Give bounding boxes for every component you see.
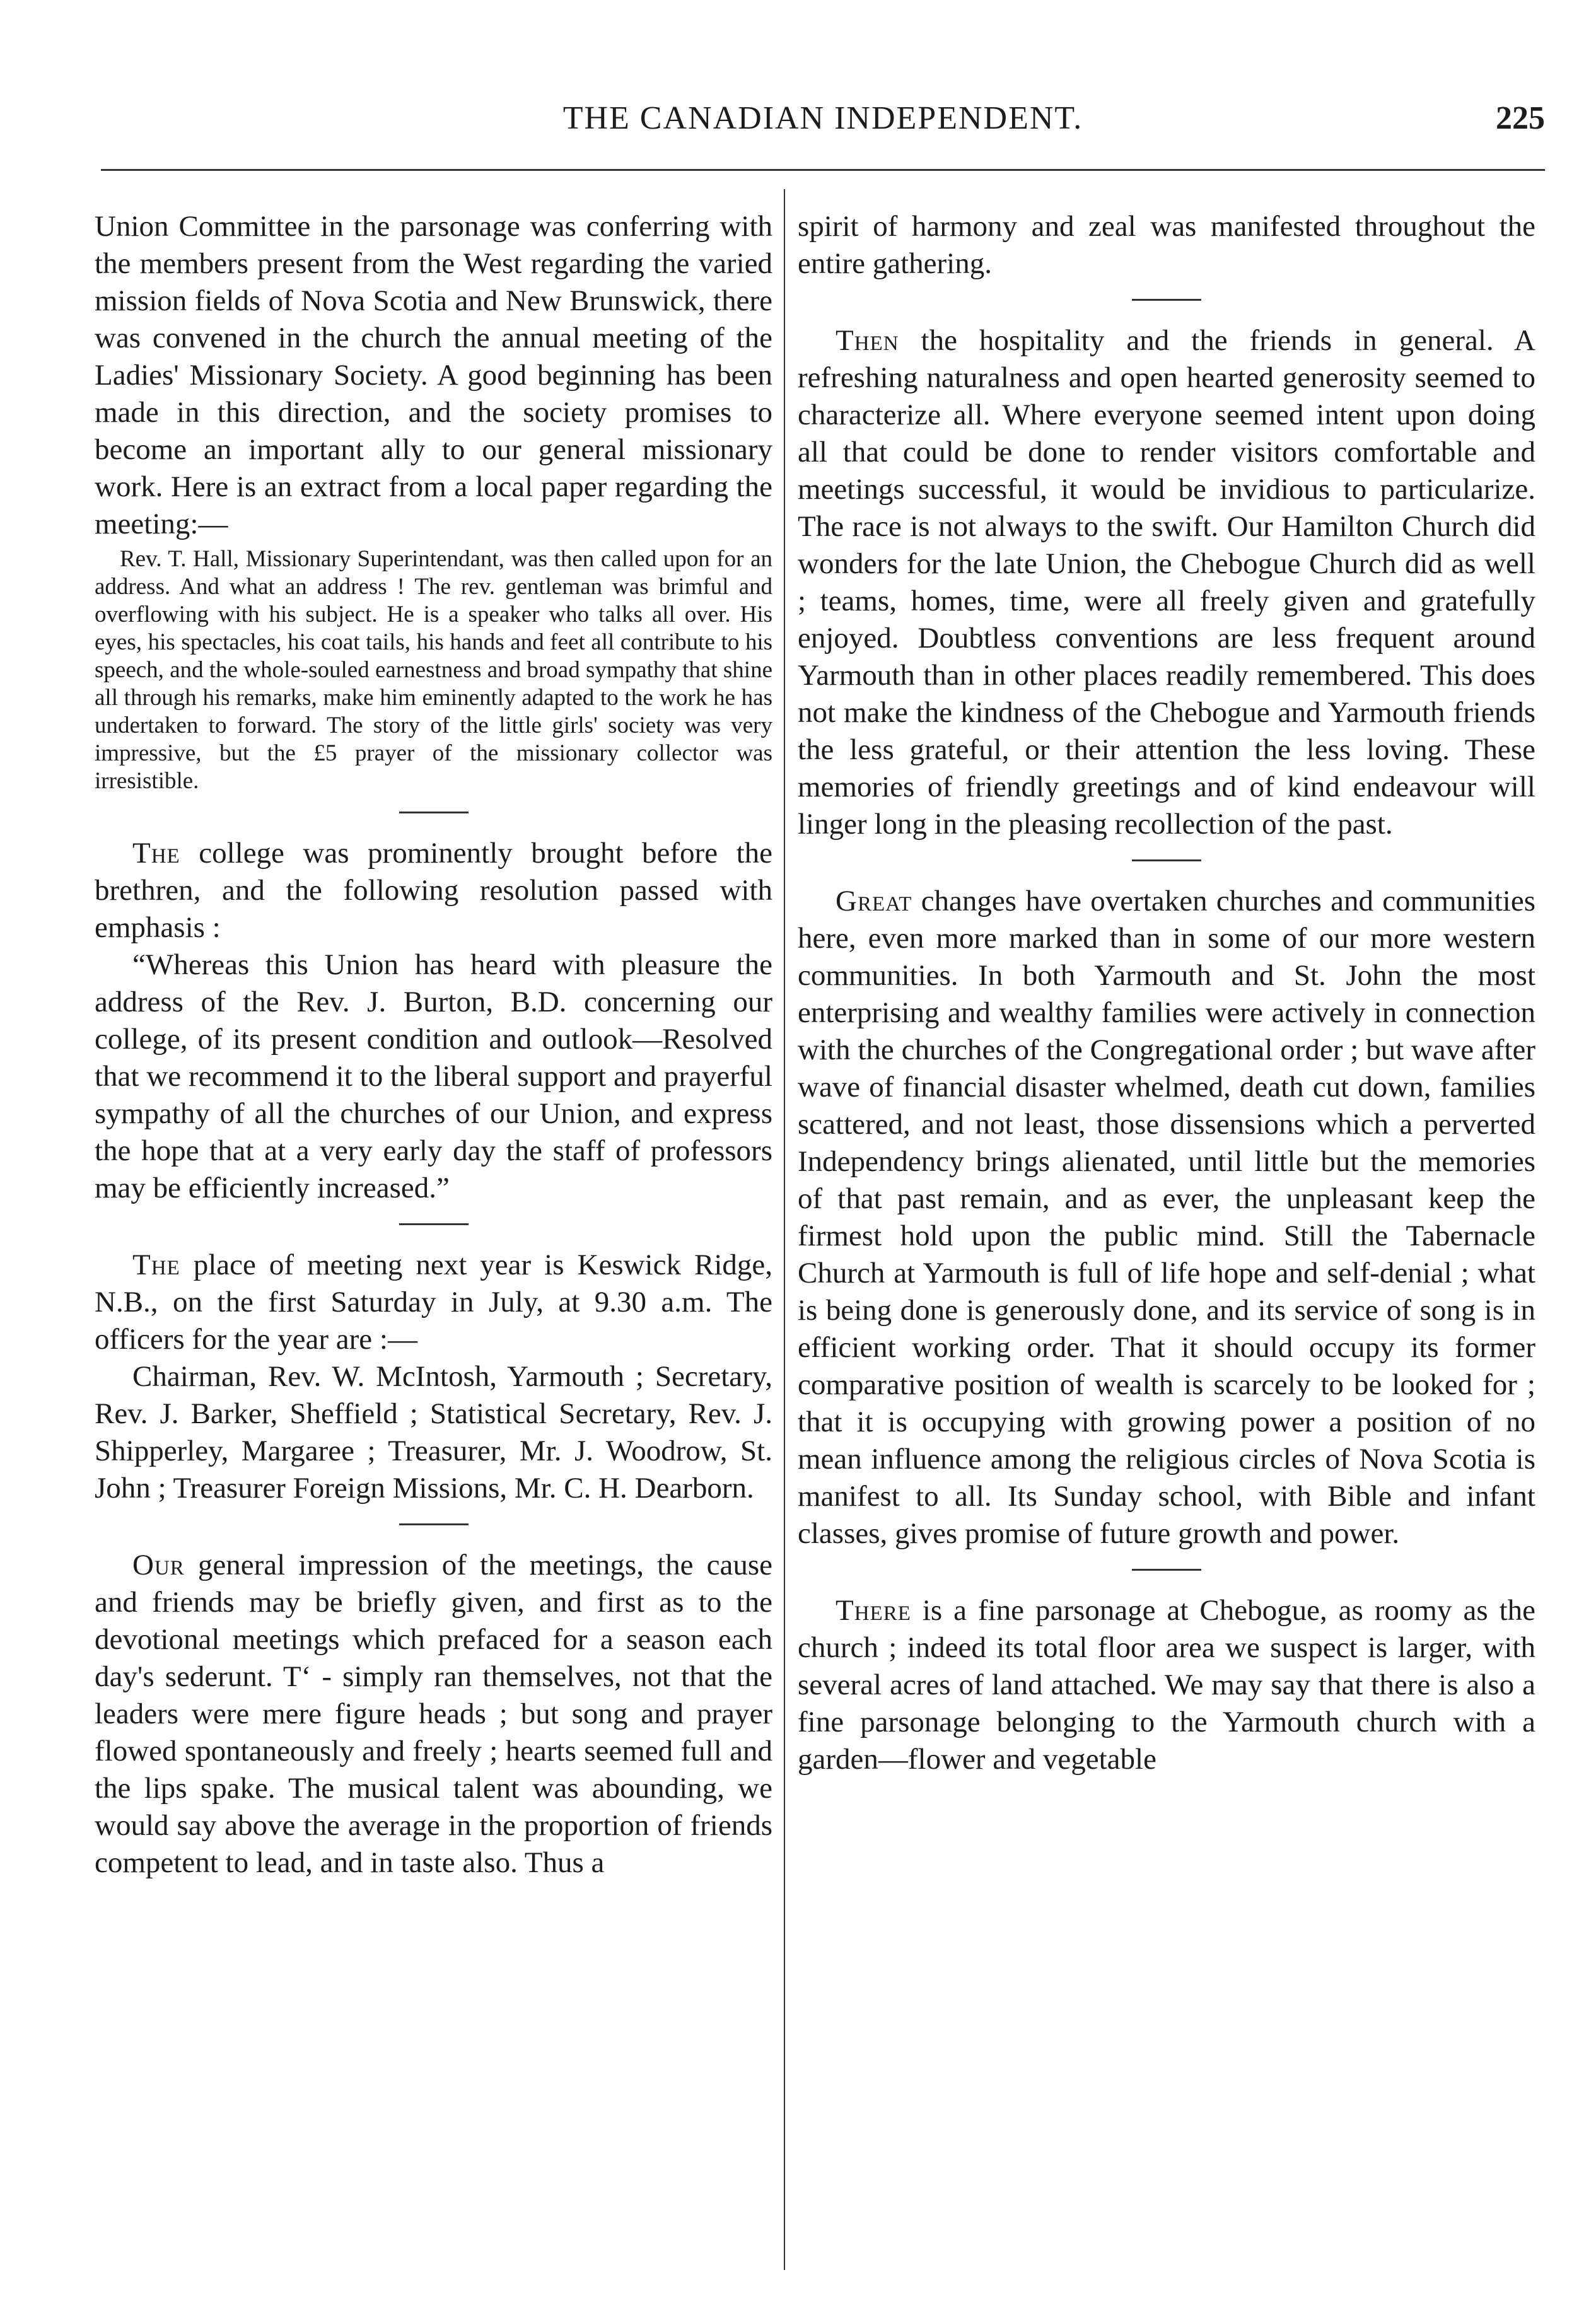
paragraph-text: college was prominently brought before the brethren, and the following resolution passed with emphasis : — [95, 837, 772, 944]
lead-word: The — [132, 1249, 180, 1281]
lead-word: The — [132, 837, 180, 870]
lead-word: There — [836, 1594, 911, 1627]
paragraph-text: is a fine parsonage at Chebogue, as roomy as the church ; indeed its total floor area we suspect is larger, with several acres of land attached. We may say that there is also a fine parsonage belonging to the Yarmouth church with a garden—flower and vegetable — [798, 1594, 1535, 1776]
left-column — [95, 208, 772, 1882]
right-paragraph-1: spirit of harmony and zeal was manifested throughout the entire gathering. — [798, 210, 1535, 280]
section-dash — [1132, 1569, 1201, 1571]
page-number: 225 — [1496, 100, 1545, 136]
section-dash — [399, 1523, 469, 1525]
lead-word: Then — [836, 324, 899, 357]
section-dash — [399, 812, 469, 813]
right-paragraph-parsonage — [798, 1592, 1535, 1778]
section-dash — [399, 1223, 469, 1225]
resolution-text: “Whereas this Union has heard with pleasure the address of the Rev. J. Burton, B.D. concerning our college, of its present condition and outlook—Resolved that we recommend it to the liberal support and prayerful sympathy of all the churches of our Union, and express the hope that at a very early day the staff of professors may be efficiently increased.” — [95, 948, 772, 1204]
lead-word: Great — [836, 885, 912, 917]
right-paragraph-hospitality — [798, 322, 1535, 843]
left-paragraph-1: Union Committee in the parsonage was conferring with the members present from the West regarding the varied mission fields of Nova Scotia and New Brunswick, there was convened in the church the annual meeting of the Ladies' Missionary Society. A good beginning has been made in this direction, and the society promises to become an important ally to our general missionary work. Here is an extract from a local paper regarding the meeting:— — [95, 210, 772, 540]
paragraph-text: the hospitality and the friends in general. A refreshing naturalness and open hearted generosity seemed to characterize all. Where everyone seemed intent upon doing all that could be done to render visitors comfortable and meetings successful, it would be invidious to particularize. The race is not always to the swift. Our Hamilton Church did wonders for the late Union, the Chebogue Church did as well ; teams, homes, time, were all freely given and gratefully enjoyed. Doubtless conventions are less frequent around Yarmouth than in other places readily remembered. This does not make the kindness of the Chebogue and Yarmouth friends the less grateful, or their attention the less loving. These memories of friendly greetings and of kind endeavour will linger long in the pleasing recollection of the past. — [798, 324, 1535, 841]
left-paragraph-college — [95, 835, 772, 946]
officers-list: Chairman, Rev. W. McIntosh, Yarmouth ; Secretary, Rev. J. Barker, Sheffield ; Statistical Secretary, Rev. J. Shipperley, Margaree ; Treasurer, Mr. J. Woodrow, St. John ; Treasurer Foreign Missions, Mr. C. H. Dearborn. — [95, 1360, 772, 1505]
paragraph-text: general impression of the meetings, the cause and friends may be briefly given, and first as to the devotional meetings which prefaced for a season each day's sederunt. T‘ - simply ran themselves, not that the leaders were mere figure heads ; but song and prayer flowed spontaneously and freely ; hearts seemed full and the lips spake. The musical talent was abounding, we would say above the average in the proportion of friends competent to lead, and in taste also. Thus a — [95, 1549, 772, 1879]
right-paragraph-changes — [798, 883, 1535, 1552]
left-paragraph-meeting-place — [95, 1247, 772, 1358]
right-column — [798, 208, 1535, 1778]
newspaper-extract-quote: Rev. T. Hall, Missionary Superintendant, was then called upon for an address. And what an address ! The rev. gentleman was brimful and overflowing with his subject. He is a speaker who talks all over. His eyes, his spectacles, his coat tails, his hands and feet all contribute to his speech, and the whole-souled earnestness and broad sympathy that shine all through his remarks, make him eminently adapted to the work he has undertaken to forward. The story of the little girls' society was very impressive, but the £5 prayer of the missionary collector was irresistible. — [95, 546, 772, 794]
left-paragraph-impression — [95, 1547, 772, 1882]
header-rule — [101, 169, 1545, 171]
section-dash — [1132, 299, 1201, 301]
paragraph-text: changes have overtaken churches and communities here, even more marked than in some of our more western communities. In both Yarmouth and St. John the most enterprising and wealthy families were actively in connection with the churches of the Congregational order ; but wave after wave of financial disaster whelmed, death cut down, families scattered, and not least, those dissensions which a perverted Independency brings alienated, until little but the memories of that past remain, and as ever, the unpleasant keep the firmest hold upon the public mind. Still the Tabernacle Church at Yarmouth is full of life hope and self-denial ; what is being done is generously done, and its service of song is in efficient working order. That it should occupy its former comparative position of wealth is scarcely to be looked for ; that it is occupying with growing power a position of no mean influence among the religious circles of Nova Scotia is manifest to all. Its Sunday school, with Bible and infant classes, gives promise of future growth and power. — [798, 885, 1535, 1550]
paragraph-text: place of meeting next year is Keswick Ridge, N.B., on the first Saturday in July, at 9.30 a.m. The officers for the year are :— — [95, 1249, 772, 1356]
lead-word: Our — [132, 1549, 185, 1581]
section-dash — [1132, 859, 1201, 861]
running-title: THE CANADIAN INDEPENDENT. — [562, 100, 1083, 136]
page-header — [101, 95, 1545, 151]
column-divider — [784, 189, 785, 2270]
